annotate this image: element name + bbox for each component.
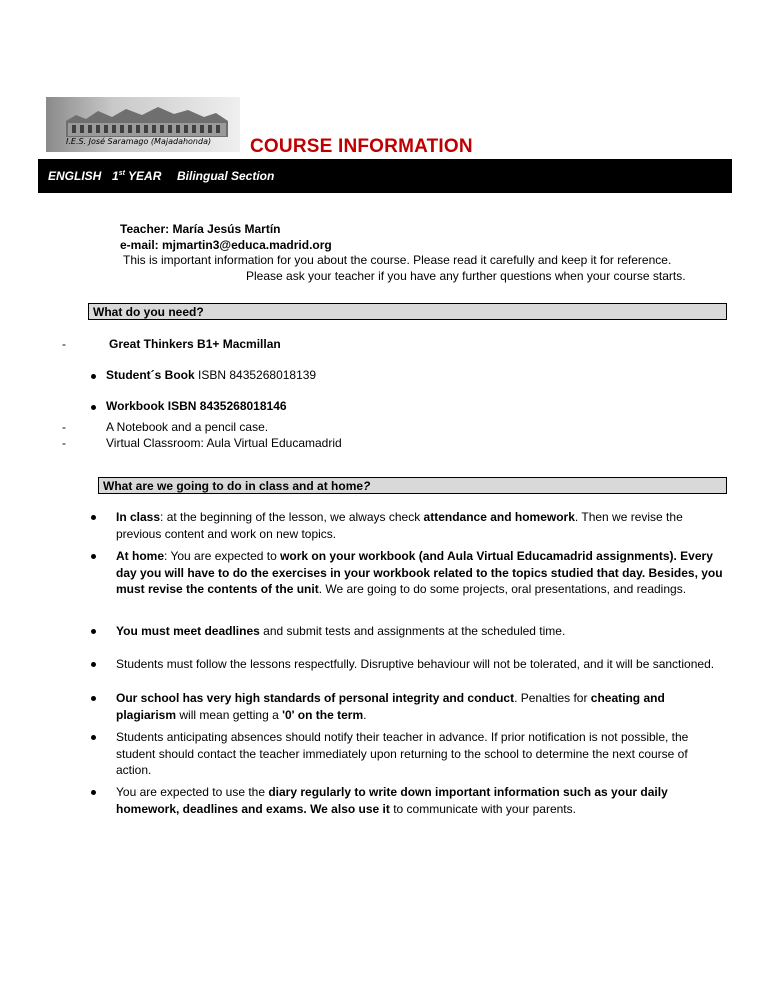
list-dash: - [62,436,66,450]
needs-heading: What do you need? [88,303,727,320]
list-dash: - [62,420,66,434]
classwork-heading: What are we going to do in class and at home? [98,477,727,494]
bullet-icon [91,629,96,634]
integrity-item: Our school has very high standards of personal integrity and conduct. Penalties for cheating and plagiarism will mean getting a '0' on the term. [116,690,726,723]
banner-year: 1st YEAR [112,169,162,183]
logo-caption: I.E.S. José Saramago (Majadahonda) [66,137,212,146]
banner-section: Bilingual Section [177,169,275,183]
bullet-icon [91,662,96,667]
workbook-item: Workbook ISBN 8435268018146 [106,399,287,413]
bullet-icon [91,374,96,379]
intro-line-1: This is important information for you about the course. Please read it carefully and keep it for reference. [123,253,672,267]
intro-line-2: Please ask your teacher if you have any further questions when your course starts. [246,269,686,283]
bullet-icon [91,790,96,795]
notebook-item: A Notebook and a pencil case. [106,420,269,434]
book-title: Great Thinkers B1+ Macmillan [109,337,281,351]
bullet-icon [91,554,96,559]
banner-subject: ENGLISH [48,169,102,183]
virtual-classroom-item: Virtual Classroom: Aula Virtual Educamadrid [106,436,342,450]
course-banner [38,159,732,193]
absences-item: Students anticipating absences should notify their teacher in advance. If prior notification is not possible, the student should contact the teacher immediately upon returning to the school to determine the next course of action. [116,729,726,779]
bullet-icon [91,696,96,701]
teacher-email: e-mail: mjmartin3@educa.madrid.org [120,238,332,252]
students-book-item: Student´s Book ISBN 8435268018139 [106,368,317,382]
list-dash: - [62,337,66,351]
document-title: COURSE INFORMATION [250,136,473,157]
school-logo [46,97,240,152]
bullet-icon [91,735,96,740]
diary-item: You are expected to use the diary regularly to write down important information such as your daily homework, deadlines and exams. We also use it to communicate with your parents. [116,784,726,817]
teacher-name: Teacher: María Jesús Martín [120,222,281,236]
behaviour-item: Students must follow the lessons respectfully. Disruptive behaviour will not be tolerated, and it will be sanctioned. [116,656,726,673]
in-class-item: In class: at the beginning of the lesson, we always check attendance and homework. Then we revise the previous content and work on new topics. [116,509,726,542]
bullet-icon [91,515,96,520]
at-home-item: At home: You are expected to work on your workbook (and Aula Virtual Educamadrid assignments). Every day you will have to do the exercises in your workbook related to the topics studied that day. Besides, you must revise the contents of the unit. We are going to do some projects, oral presentations, and readings. [116,548,726,598]
deadlines-item: You must meet deadlines and submit tests and assignments at the scheduled time. [116,623,726,640]
bullet-icon [91,405,96,410]
